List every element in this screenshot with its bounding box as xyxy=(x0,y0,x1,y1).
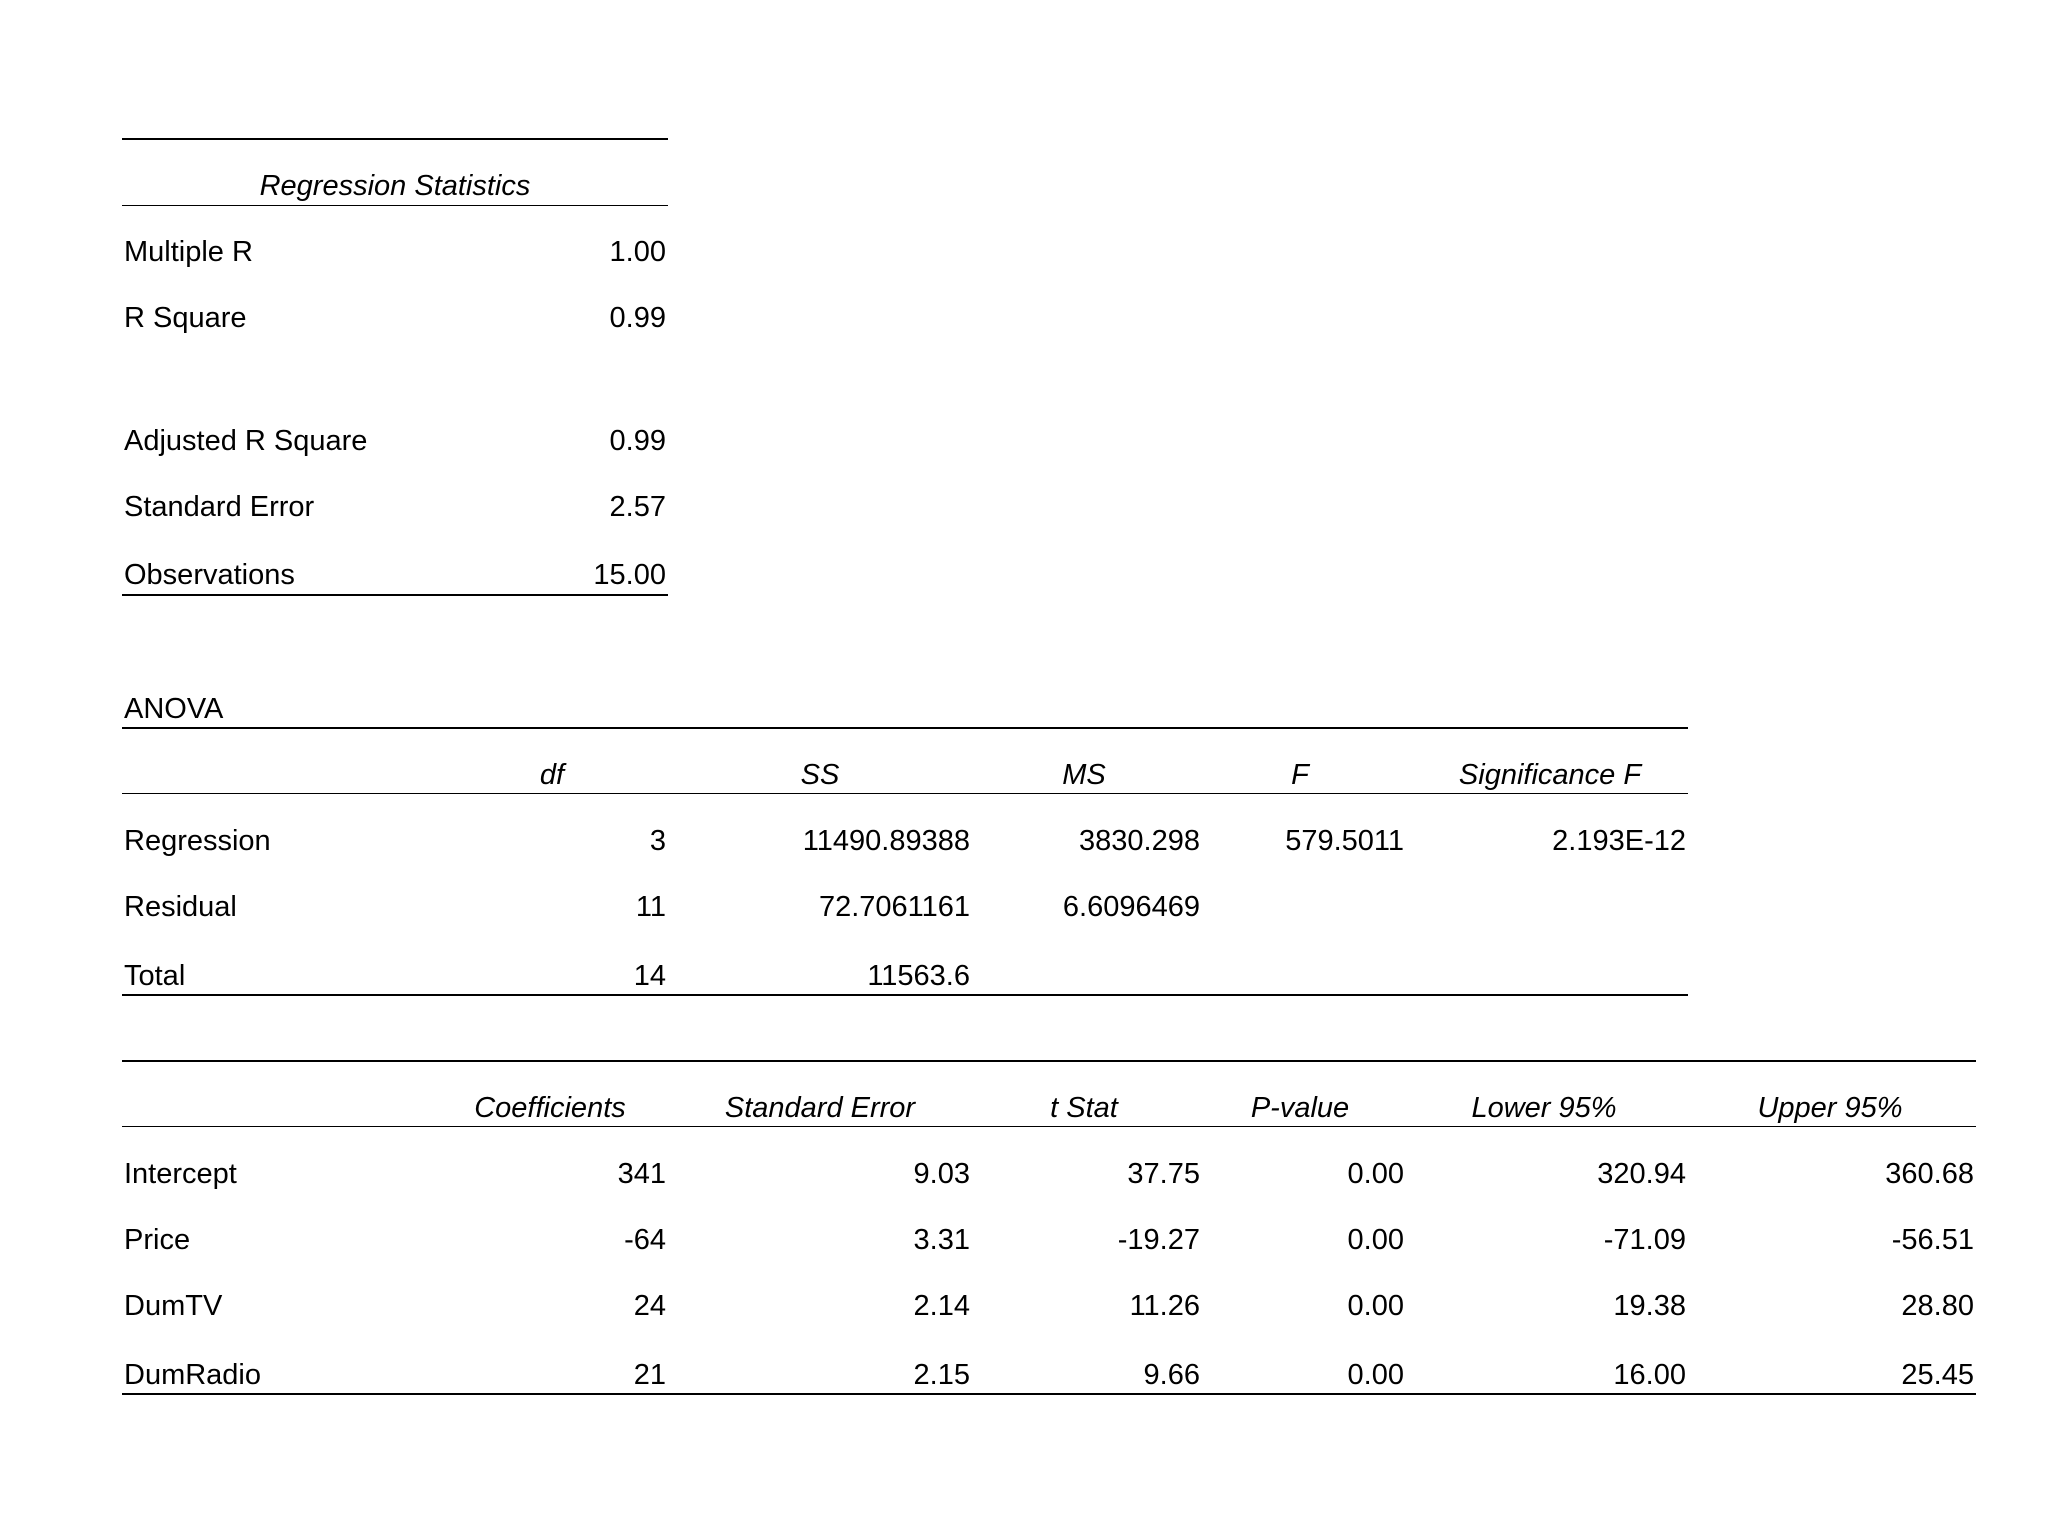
anova-header-significance-f: Significance F xyxy=(1458,759,1642,791)
coef-cell: 3.31 xyxy=(913,1224,970,1256)
anova-cell: 14 xyxy=(633,960,666,992)
stat-value: 0.99 xyxy=(609,425,666,457)
stat-label: R Square xyxy=(124,302,247,334)
coef-cell: -64 xyxy=(624,1224,666,1256)
coef-row-label: DumRadio xyxy=(124,1359,261,1391)
anova-cell: 11563.6 xyxy=(867,960,970,992)
coef-cell: 0.00 xyxy=(1347,1224,1404,1256)
rule-top xyxy=(122,1060,1976,1062)
coef-header-upper-95: Upper 95% xyxy=(1757,1092,1903,1124)
anova-cell: 3 xyxy=(649,825,666,857)
rule-top xyxy=(122,727,1688,729)
coef-cell: 0.00 xyxy=(1347,1158,1404,1190)
coef-cell: 19.38 xyxy=(1613,1290,1686,1322)
stat-label: Observations xyxy=(124,559,295,591)
stat-label: Standard Error xyxy=(124,491,315,523)
coef-cell: 16.00 xyxy=(1613,1359,1686,1391)
anova-cell: 579.5011 xyxy=(1285,825,1404,857)
coef-cell: 21 xyxy=(633,1359,666,1391)
coef-cell: 11.26 xyxy=(1129,1290,1200,1322)
rule-bottom xyxy=(122,594,668,596)
coef-header-coefficients: Coefficients xyxy=(474,1092,626,1124)
rule-header xyxy=(122,205,668,206)
regression-statistics-title: Regression Statistics xyxy=(259,170,531,202)
coef-row-label: DumTV xyxy=(124,1290,223,1322)
anova-row-label: Residual xyxy=(124,891,237,923)
rule-bottom xyxy=(122,994,1688,996)
anova-row-label: Regression xyxy=(124,825,271,857)
anova-cell: 6.6096469 xyxy=(1062,891,1200,923)
coef-header-t-stat: t Stat xyxy=(1050,1092,1118,1124)
coef-cell: 9.66 xyxy=(1143,1359,1200,1391)
stat-label: Adjusted R Square xyxy=(124,425,368,457)
anova-header-f: F xyxy=(1291,759,1309,791)
rule-top xyxy=(122,138,668,140)
rule-header xyxy=(122,1126,1976,1127)
rule-header xyxy=(122,793,1688,794)
coef-cell: 24 xyxy=(633,1290,666,1322)
stat-label: Multiple R xyxy=(124,236,253,268)
coef-cell: 360.68 xyxy=(1885,1158,1974,1190)
anova-cell: 11490.89388 xyxy=(802,825,970,857)
stat-value: 2.57 xyxy=(609,491,666,523)
coef-cell: 28.80 xyxy=(1901,1290,1974,1322)
anova-header-df: df xyxy=(539,759,565,791)
stat-value: 15.00 xyxy=(593,559,666,591)
coef-row-label: Intercept xyxy=(124,1158,237,1190)
coef-cell: 320.94 xyxy=(1597,1158,1686,1190)
coef-cell: 2.15 xyxy=(913,1359,970,1391)
coef-cell: 0.00 xyxy=(1347,1359,1404,1391)
coef-cell: 0.00 xyxy=(1347,1290,1404,1322)
coef-cell: 341 xyxy=(617,1158,666,1190)
coef-cell: -19.27 xyxy=(1117,1224,1200,1256)
stat-value: 0.99 xyxy=(609,302,666,334)
coef-cell: -71.09 xyxy=(1603,1224,1686,1256)
anova-cell: 72.7061161 xyxy=(818,891,970,923)
coef-cell: -56.51 xyxy=(1891,1224,1974,1256)
rule-bottom xyxy=(122,1393,1976,1395)
stat-value: 1.00 xyxy=(609,236,666,268)
anova-cell: 2.193E-12 xyxy=(1552,825,1686,857)
anova-cell: 3830.298 xyxy=(1079,825,1200,857)
anova-title: ANOVA xyxy=(124,693,224,725)
coef-header-p-value: P-value xyxy=(1250,1092,1350,1124)
anova-header-ms: MS xyxy=(1062,759,1106,791)
coef-cell: 25.45 xyxy=(1901,1359,1974,1391)
anova-cell: 11 xyxy=(635,891,666,923)
coef-cell: 9.03 xyxy=(913,1158,970,1190)
coef-cell: 2.14 xyxy=(913,1290,970,1322)
coef-row-label: Price xyxy=(124,1224,191,1256)
coef-header-standard-error: Standard Error xyxy=(724,1092,916,1124)
coef-cell: 37.75 xyxy=(1127,1158,1200,1190)
coef-header-lower-95: Lower 95% xyxy=(1471,1092,1617,1124)
anova-row-label: Total xyxy=(124,960,186,992)
anova-header-ss: SS xyxy=(800,759,840,791)
